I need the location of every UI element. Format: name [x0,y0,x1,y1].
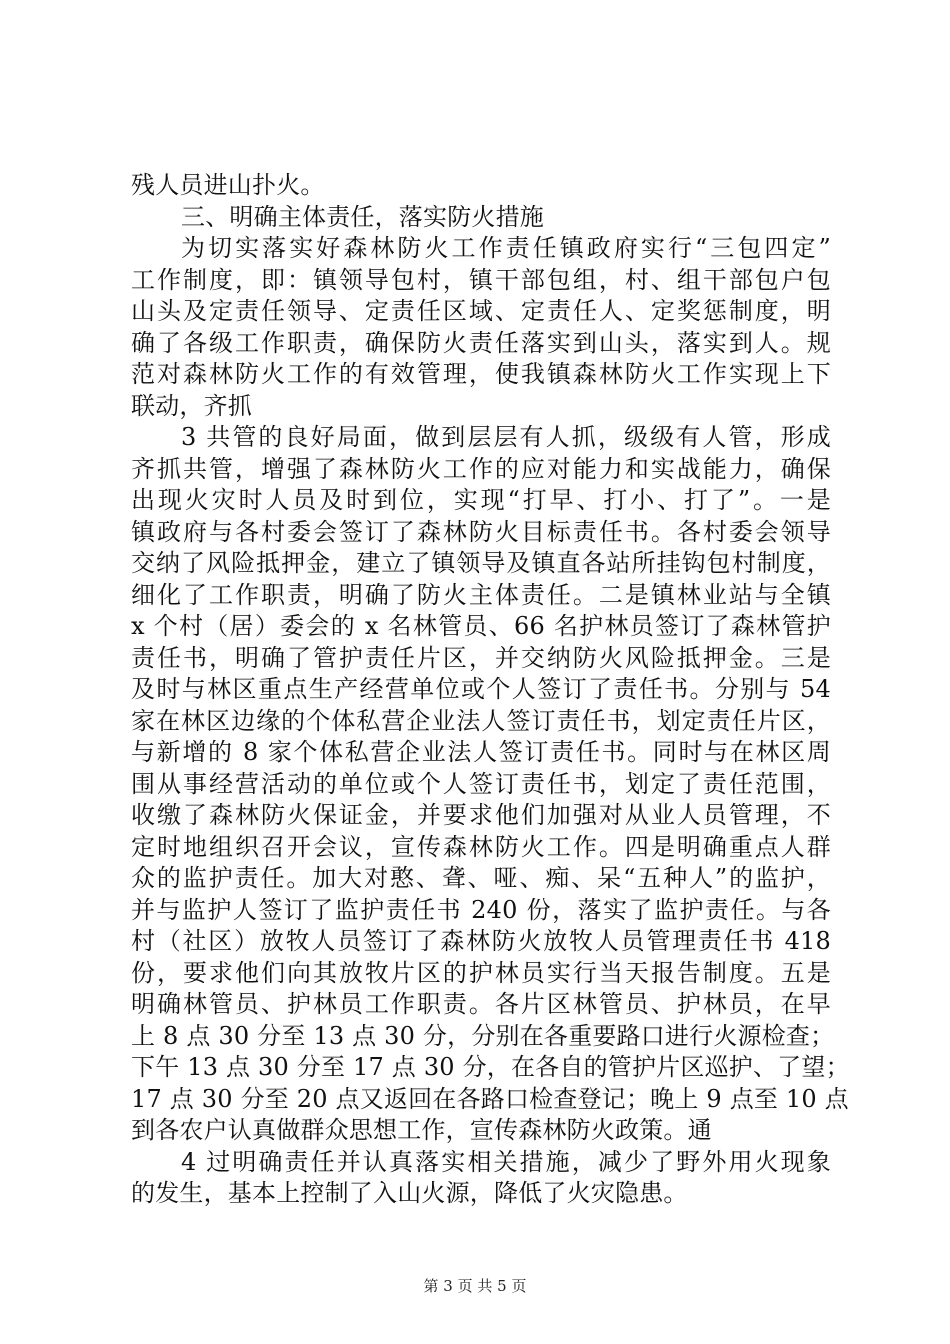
text-line: 交纳了风险抵押金，建立了镇领导及镇直各站所挂钩包村制度， [131,549,831,577]
text-line: 收缴了森林防火保证金，并要求他们加强对从业人员管理，不 [131,801,831,829]
text-line: 山头及定责任领导、定责任区域、定责任人、定奖惩制度，明 [131,297,831,325]
text-line: 到各农户认真做群众思想工作，宣传森林防火政策。通 [131,1116,712,1144]
text-line: 联动，齐抓 [131,391,252,420]
document-body [131,170,850,1210]
text-line: 围从事经营活动的单位或个人签订责任书，划定了责任范围， [131,769,831,798]
text-line: 3 共管的良好局面，做到层层有人抓，级级有人管，形成 [181,423,831,451]
text-line: 定时地组织召开会议，宣传森林防火工作。四是明确重点人群 [131,832,831,861]
text-line: 4 过明确责任并认真落实相关措施，减少了野外用火现象 [181,1147,831,1176]
page-footer: 第 3 页 共 5 页 [423,1277,527,1295]
text-line: 的发生，基本上控制了入山火源，降低了火灾隐患。 [131,1179,688,1207]
text-line: 家在林区边缘的个体私营企业法人签订责任书，划定责任片区， [131,706,831,735]
text-line: 明确林管员、护林员工作职责。各片区林管员、护林员，在早 [131,990,831,1018]
text-line: 确了各级工作职责，确保防火责任落实到山头，落实到人。规 [131,328,831,357]
text-line: 村（社区）放牧人员签订了森林防火放牧人员管理责任书 418 [131,927,831,955]
text-line: 工作制度，即：镇领导包村，镇干部包组，村、组干部包户包 [131,265,831,294]
text-line: 17 点 30 分至 20 点又返回在各路口检查登记；晚上 9 点至 10 点 [131,1084,849,1113]
text-line: 范对森林防火工作的有效管理，使我镇森林防火工作实现上下 [131,360,831,388]
text-line: 份，要求他们向其放牧片区的护林员实行当天报告制度。五是 [131,958,831,987]
text-line: x 个村（居）委会的 x 名林管员、66 名护林员签订了森林管护 [131,612,831,640]
text-line: 残人员进山扑火。 [131,171,325,199]
text-line: 上 8 点 30 分至 13 点 30 分，分别在各重要路口进行火源检查； [131,1021,835,1050]
text-line: 与新增的 8 家个体私营企业法人签订责任书。同时与在林区周 [131,738,831,766]
text-line: 并与监护人签订了监护责任书 240 份，落实了监护责任。与各 [131,895,831,924]
text-line: 众的监护责任。加大对憨、聋、哑、痴、呆“五种人”的监护， [131,864,831,892]
text-line: 下午 13 点 30 分至 17 点 30 分，在各自的管护片区巡护、了望； [131,1053,850,1081]
text-line: 齐抓共管，增强了森林防火工作的应对能力和实战能力，确保 [131,454,831,483]
text-line: 出现火灾时人员及时到位，实现“打早、打小、打了”。一是 [131,486,831,514]
text-line: 及时与林区重点生产经营单位或个人签订了责任书。分别与 54 [131,675,831,703]
text-line: 镇政府与各村委会签订了森林防火目标责任书。各村委会领导 [131,517,831,546]
text-line: 三、明确主体责任，落实防火措施 [181,202,544,231]
text-line: 为切实落实好森林防火工作责任镇政府实行“三包四定” [181,234,831,262]
text-line: 细化了工作职责，明确了防火主体责任。二是镇林业站与全镇 [131,580,831,609]
text-line: 责任书，明确了管护责任片区，并交纳防火风险抵押金。三是 [131,643,831,672]
